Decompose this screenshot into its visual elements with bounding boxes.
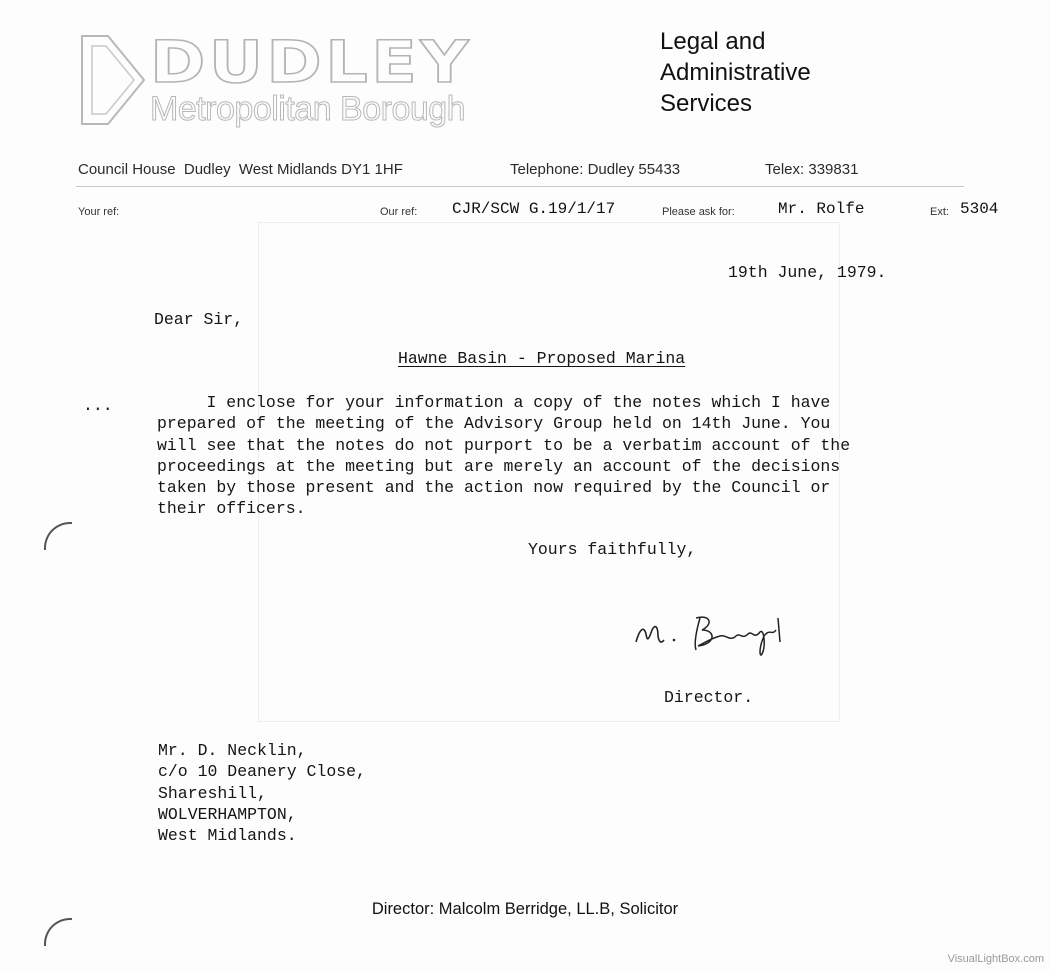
hole-punch-mark-lower xyxy=(44,918,72,946)
body-line: I enclose for your information a copy of the notes which I have xyxy=(157,393,831,412)
department-line: Legal and xyxy=(660,28,766,55)
letter-date: 19th June, 1979. xyxy=(728,263,887,282)
handwritten-signature xyxy=(630,606,800,666)
hole-punch-mark-upper xyxy=(44,522,72,550)
department-name xyxy=(660,26,811,119)
telex-number: Telex: 339831 xyxy=(765,161,859,178)
telephone-number: Telephone: Dudley 55433 xyxy=(510,161,681,178)
body-line: their officers. xyxy=(157,499,306,519)
ext-label: Ext: xyxy=(930,206,949,218)
salutation: Dear Sir, xyxy=(154,310,244,329)
logo-chevron-icon xyxy=(78,32,148,128)
department-line: Administrative xyxy=(660,59,811,86)
watermark: VisualLightBox.com xyxy=(947,953,1044,965)
address-line: Shareshill, xyxy=(158,783,267,803)
our-ref-value: CJR/SCW G.19/1/17 xyxy=(452,200,616,218)
recipient-address xyxy=(158,740,366,846)
council-address: Council House Dudley West Midlands DY1 1HF xyxy=(78,161,403,178)
body-line: prepared of the meeting of the Advisory Group held on 14th June. You xyxy=(157,414,831,434)
address-line: WOLVERHAMPTON, xyxy=(158,804,297,824)
logo-wordmark: DUDLEY xyxy=(150,28,472,96)
body-line: proceedings at the meeting but are merely an account of the decisions xyxy=(157,456,841,476)
department-line: Services xyxy=(660,90,753,117)
closing: Yours faithfully, xyxy=(528,540,697,559)
body-line: will see that the notes do not purport to be a verbatim account of the xyxy=(157,435,851,455)
ext-value: 5304 xyxy=(960,200,999,218)
signatory-title: Director. xyxy=(664,688,754,707)
body-line: taken by those present and the action now required by the Council or xyxy=(157,478,831,498)
ask-for-label: Please ask for: xyxy=(662,206,735,218)
ask-for-value: Mr. Rolfe xyxy=(778,200,865,218)
council-logo xyxy=(78,30,488,130)
letter-subject: Hawne Basin - Proposed Marina xyxy=(398,349,686,368)
margin-mark: ... xyxy=(83,396,113,415)
our-ref-label: Our ref: xyxy=(380,206,418,218)
logo-subtitle: Metropolitan Borough xyxy=(150,90,466,128)
address-line: c/o 10 Deanery Close, xyxy=(158,762,366,782)
address-line: Mr. D. Necklin, xyxy=(158,741,307,760)
your-ref-label: Your ref: xyxy=(78,206,120,218)
header-divider xyxy=(76,186,964,187)
footer-director-line: Director: Malcolm Berridge, LL.B, Solicitor xyxy=(371,900,679,918)
address-line: West Midlands. xyxy=(158,826,297,846)
letter-body xyxy=(157,392,917,520)
